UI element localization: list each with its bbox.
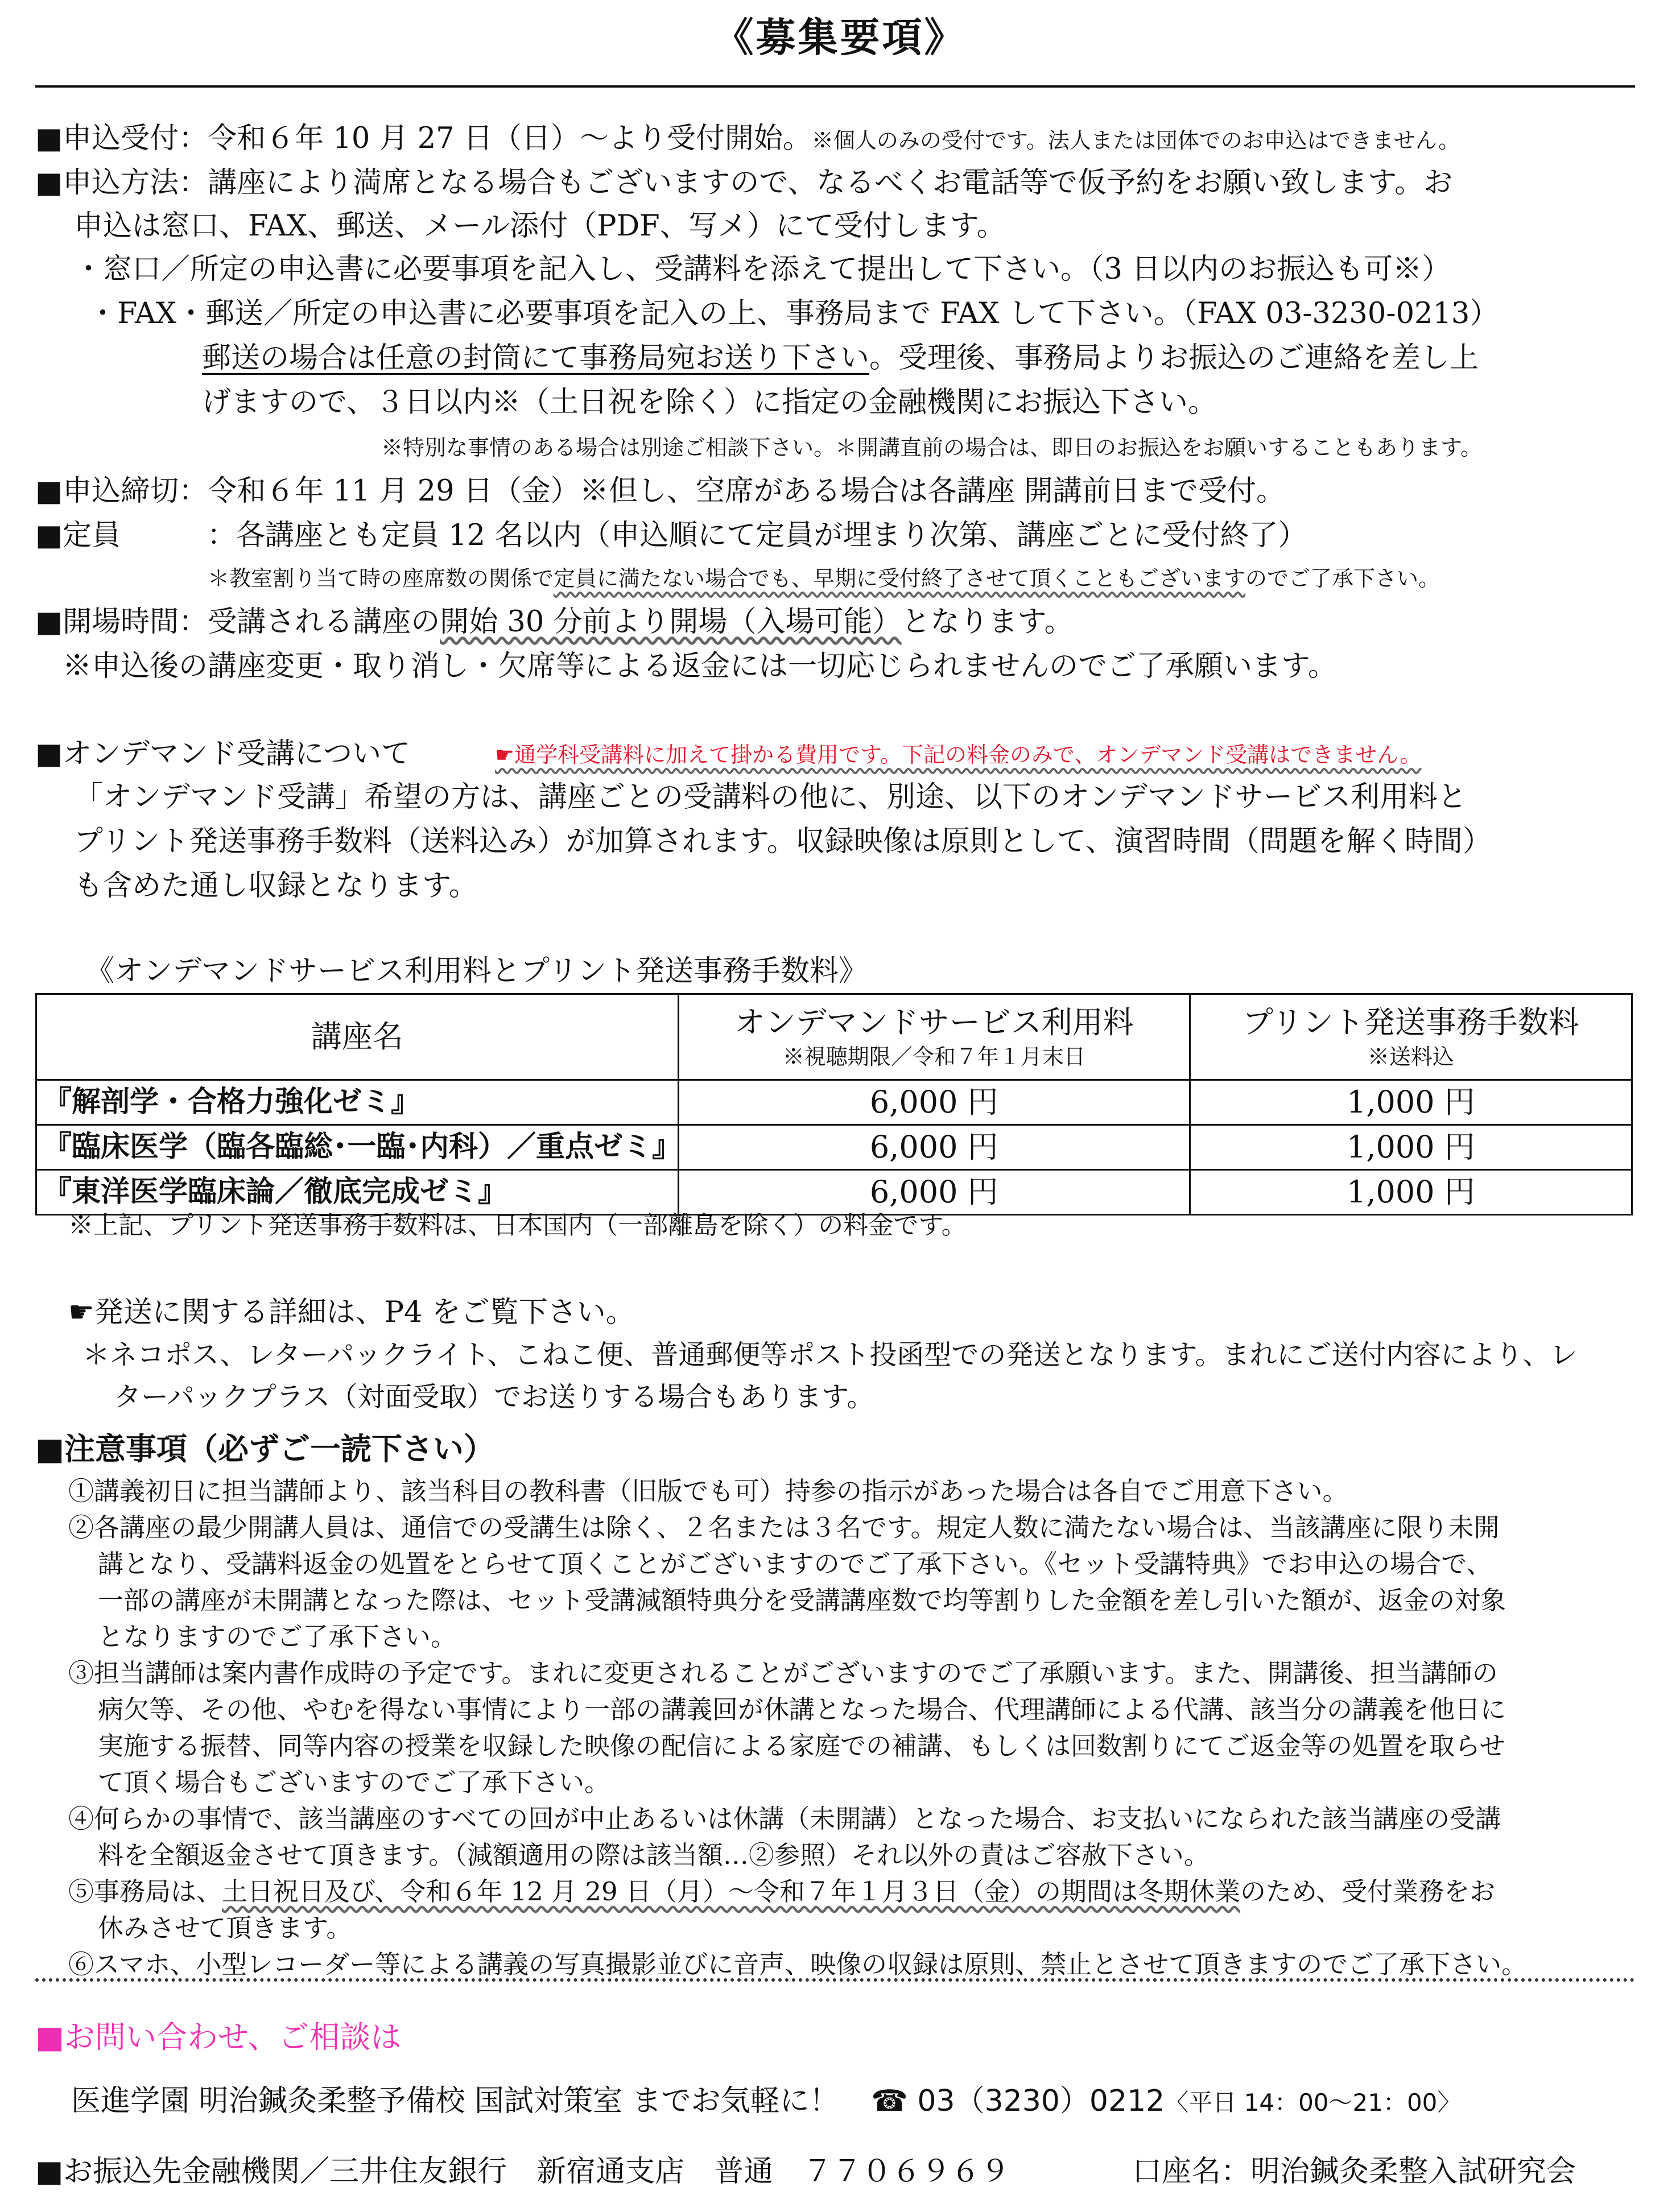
- capacity-note-c: のでご了承下さい。: [1245, 566, 1440, 591]
- table-row: [36, 1080, 1632, 1125]
- note-5b: 休みさせて頂きます。: [98, 1913, 352, 1943]
- window-text: ・窓口／所定の申込書に必要事項を記入し、受講料を添えて提出して下さい。（3 日以内のお振込も可※）: [74, 253, 1451, 286]
- bank-line: [35, 2150, 1010, 2193]
- reception-line: [35, 117, 1460, 160]
- col-course-header: 講座名: [36, 994, 679, 1080]
- deadline-text: 令和６年 11 月 29 日（金）※但し、空席がある場合は各講座 開講前日まで受付。: [208, 474, 1286, 508]
- opening-text-a: 受講される講座の: [208, 605, 440, 639]
- opening-label: ■開場時間：: [35, 605, 208, 639]
- ondemand-para-1: 「オンデマンド受講」希望の方は、講座ごとの受講料の他に、別途、以下のオンデマンドサービス利用料と: [74, 780, 1467, 814]
- note-6: ⑥スマホ、小型レコーダー等による講義の写真撮影並びに音声、映像の収録は原則、禁止とさせて頂きますのでご了承下さい。: [68, 1949, 1528, 1979]
- school-name: 医進学園 明治鍼灸柔整予備校 国試対策室 までお気軽に！: [71, 2084, 839, 2118]
- col-service-header: オンデマンドサービス利用料 ※視聴期限／令和７年１月末日: [678, 994, 1190, 1080]
- ondemand-heading-line: [35, 733, 410, 776]
- shipping-line-3: ターパックプラス（対面受取）でお送りする場合もあります。: [114, 1381, 874, 1413]
- note-3d: て頂く場合もございますのでご了承下さい。: [98, 1767, 610, 1797]
- note-3a: ③担当講師は案内書作成時の予定です。まれに変更されることがございますのでご了承願います。また、開講後、担当講師の: [68, 1658, 1498, 1688]
- fee-table-note: ※上記、プリント発送事務手数料は、日本国内（一部離島を除く）の料金です。: [68, 1211, 967, 1240]
- note-3c: 実施する振替、同等内容の授業を収録した映像の配信による家庭での補講、もしくは回数割りにてご返金等の処置を取らせ: [98, 1731, 1505, 1761]
- capacity-label: ■定員: [35, 519, 121, 552]
- phone-number: ☎ 03（3230）0212: [871, 2084, 1165, 2118]
- shipping-line-2: ＊ネコポス、レターパックライト、こねこ便、普通郵便等ポスト投函型での発送となります。まれにご送付内容により、レ: [82, 1339, 1578, 1371]
- method-line: [35, 162, 1452, 205]
- capacity-note-b: 定員に満たない場合でも、早期に受付終了させて頂くこともございます: [554, 566, 1246, 591]
- page-title: 《募集要項》: [713, 14, 967, 61]
- note-4b: 料を全額返金させて頂きます。（減額適用の際は該当額…②参照）それ以外の責はご容赦下さい。: [98, 1840, 1210, 1870]
- print-fee: 1,000 円: [1190, 1080, 1632, 1125]
- ondemand-para-2: プリント発送事務手数料（送料込み）が加算されます。収録映像は原則として、演習時間（問題を解く時間）: [74, 825, 1492, 858]
- table-row: [36, 1125, 1632, 1170]
- note-2a: ②各講座の最少開講人員は、通信での受講生は除く、２名または３名です。規定人数に満たない場合は、当該講座に限り未開: [68, 1512, 1500, 1543]
- deadline-line: [35, 470, 1285, 513]
- col-print-header: プリント発送事務手数料 ※送料込: [1190, 994, 1632, 1080]
- shipping-line-1: ☛発送に関する詳細は、P4 をご覧下さい。: [68, 1296, 635, 1329]
- method-label: ■申込方法：: [35, 166, 208, 200]
- reception-label: ■申込受付：: [35, 122, 208, 155]
- note-2b: 講となり、受講料返金の処置をとらせて頂くことがございますのでご了承下さい。《セット受講特典》でお申込の場合で、: [98, 1549, 1492, 1579]
- course-name: 『解剖学・合格力強化ゼミ』: [36, 1080, 679, 1125]
- mail-underlined: 郵送の場合は任意の封筒にて事務局宛お送り下さい: [202, 341, 870, 375]
- refund-text: ※申込後の講座変更・取り消し・欠席等による返金には一切応じられませんのでご了承願います。: [63, 650, 1337, 683]
- title-divider: [35, 85, 1635, 88]
- reception-text: 令和６年 10 月 27 日（日）～より受付開始。: [208, 122, 812, 155]
- note-2d: となりますのでご了承下さい。: [98, 1622, 457, 1652]
- capacity-text: ：各講座とも定員 12 名以内（申込順にて定員が埋まり次第、講座ごとに受付終了）: [207, 519, 1307, 552]
- contact-line: [71, 2079, 1461, 2124]
- note-5a: ⑤事務局は、土日祝日及び、令和６年 12 月 29 日（月）～令和７年１月３日（金）の期間は冬期休業のため、受付業務をお: [68, 1876, 1496, 1907]
- capacity-note-a: ＊教室割り当て時の座席数の関係で: [208, 566, 554, 591]
- mail-rest: 。受理後、事務局よりお振込のご連絡を差し上: [869, 341, 1479, 375]
- service-fee: 6,000 円: [678, 1170, 1190, 1215]
- reception-note: ※個人のみの受付です。法人または団体でのお申込はできません。: [811, 128, 1460, 153]
- mail-line-2: げますので、３日以内※（土日祝を除く）に指定の金融機関にお振込下さい。: [202, 386, 1217, 419]
- bank-info: ■お振込先金融機関／三井住友銀行 新宿通支店 普通 ７７０６９６９: [35, 2155, 1010, 2189]
- course-name: 『東洋医学臨床論／徹底完成ゼミ』: [36, 1170, 679, 1215]
- print-fee: 1,000 円: [1190, 1125, 1632, 1170]
- deadline-label: ■申込締切：: [35, 474, 208, 508]
- ondemand-red-note: ☛通学科受講料に加えて掛かる費用です。下記の料金のみで、オンデマンド受講はできません。: [495, 742, 1422, 767]
- print-fee: 1,000 円: [1190, 1170, 1632, 1215]
- opening-text-b: 開始 30 分前より開場（入場可能）: [440, 605, 902, 639]
- course-name: 『臨床医学（臨各臨総･一臨･内科）／重点ゼミ』: [36, 1125, 679, 1170]
- ondemand-para-3: も含めた通し収録となります。: [74, 869, 478, 903]
- contact-heading: ■お問い合わせ、ご相談は: [35, 2019, 402, 2055]
- note-4a: ④何らかの事情で、該当講座のすべての回が中止あるいは休講（未開講）となった場合、お支払いになられた該当講座の受講: [68, 1804, 1501, 1834]
- fee-table-header: [36, 994, 1632, 1080]
- ondemand-heading: ■オンデマンド受講について: [35, 737, 411, 771]
- capacity-line: [35, 514, 1307, 557]
- method-text-1: 講座により満席となる場合もございますので、なるべくお電話等で仮予約をお願い致します。お: [208, 166, 1453, 200]
- fee-table-caption: 《オンデマンドサービス利用料とプリント発送事務手数料》: [85, 954, 868, 988]
- office-hours: 〈平日 14：00～21：00〉: [1165, 2089, 1462, 2116]
- opening-text-c: となります。: [901, 605, 1074, 639]
- fax-text: ・FAX・郵送／所定の申込書に必要事項を記入の上、事務局まで FAX して下さい。（FAX 03-3230-0213）: [88, 297, 1499, 330]
- service-fee: 6,000 円: [678, 1125, 1190, 1170]
- notes-list: [68, 1473, 1527, 1983]
- note-3b: 病欠等、その他、やむを得ない事情により一部の講義回が休講となった場合、代理講師による代講、該当分の講義を他日に: [98, 1694, 1506, 1725]
- mail-line: [202, 337, 1479, 380]
- dotted-divider: [35, 1978, 1635, 1982]
- account-name: 口座名：明治鍼灸柔整入試研究会: [1132, 2155, 1576, 2189]
- opening-line: [35, 601, 1073, 644]
- note-1: ①講義初日に担当講師より、該当科目の教科書（旧版でも可）持参の指示があった場合は各自でご用意下さい。: [68, 1476, 1348, 1506]
- method-text-2: 申込は窓口、FAX、郵送、メール添付（PDF、写メ）にて受付します。: [74, 209, 1006, 243]
- notes-heading: ■注意事項（必ずご一読下さい）: [35, 1431, 495, 1467]
- capacity-note: [208, 561, 1440, 596]
- special-note: ※特別な事情のある場合は別途ご相談下さい。＊開講直前の場合は、即日のお振込をお願いすることもあります。: [381, 435, 1482, 460]
- service-fee: 6,000 円: [678, 1080, 1190, 1125]
- fee-table: [35, 993, 1633, 1215]
- note-2c: 一部の講座が未開講となった際は、セット受講減額特典分を受講講座数で均等割りした金額を差し引いた額が、返金の対象: [98, 1585, 1506, 1615]
